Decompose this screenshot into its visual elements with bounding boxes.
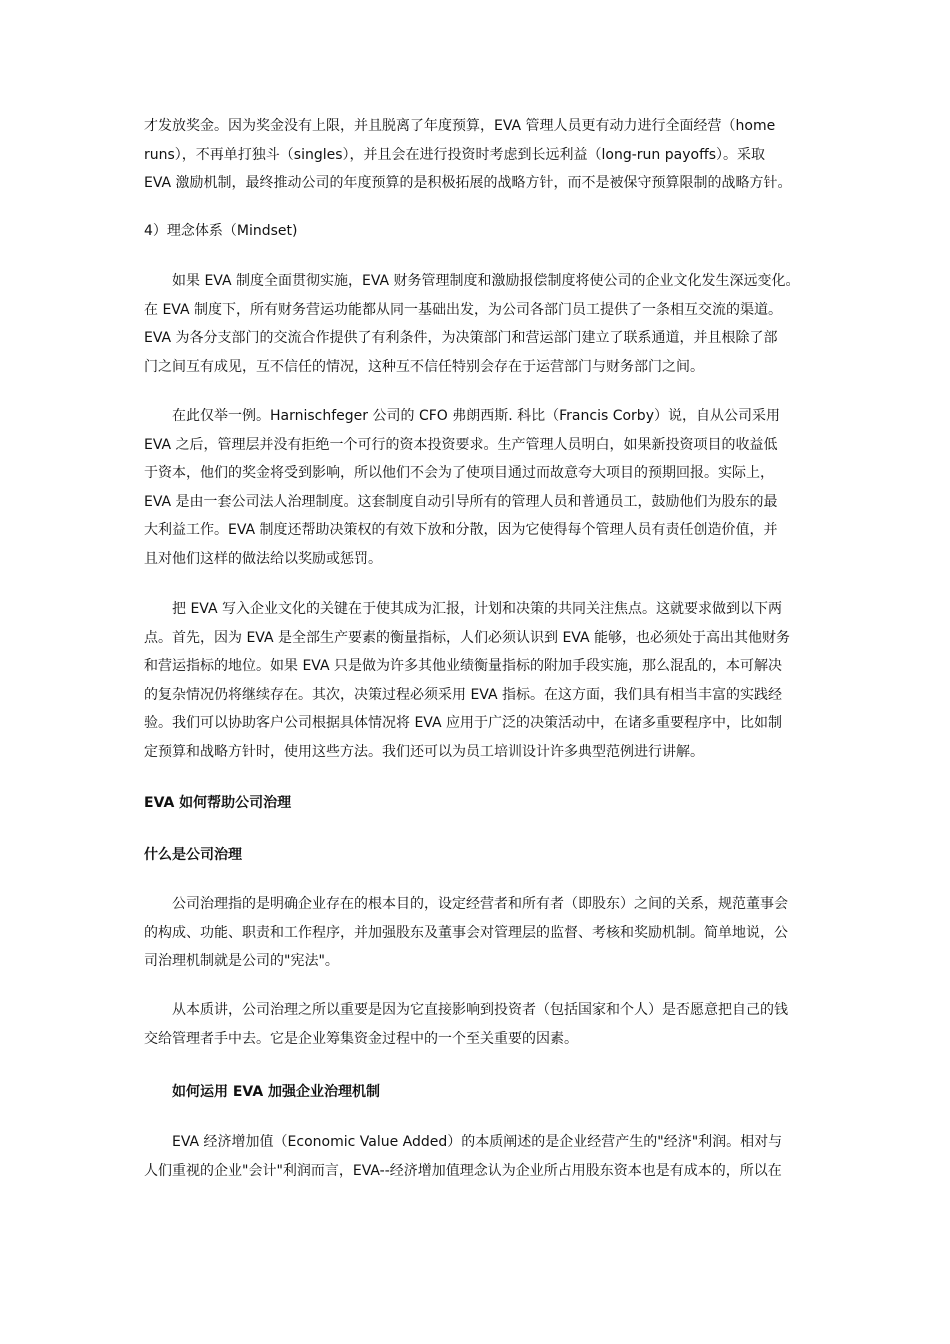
- heading-text: EVA 如何帮助公司治理: [144, 795, 292, 811]
- text-line: 交给管理者手中去。它是企业筹集资金过程中的一个至关重要的因素。: [144, 1030, 578, 1047]
- text-line: EVA 经济增加值（Economic Value Added）的本质阐述的是企业经营产生的"经济"利润。相对与: [172, 1134, 783, 1150]
- text-line: 才发放奖金。因为奖金没有上限，并且脱离了年度预算，EVA 管理人员更有动力进行全面经营（home: [144, 118, 776, 134]
- text-line: EVA 是由一套公司法人治理制度。这套制度自动引导所有的管理人员和普通员工，鼓励他们为股东的最: [144, 493, 778, 510]
- text-line: EVA 激励机制，最终推动公司的年度预算的是积极拓展的战略方针，而不是被保守预算限制的战略方针。: [144, 175, 792, 191]
- text-line: 大利益工作。EVA 制度还帮助决策权的有效下放和分散，因为它使得每个管理人员有责任创造价值，并: [144, 522, 778, 538]
- text-line: 4）理念体系（Mindset): [144, 223, 298, 239]
- text-line: 人们重视的企业"会计"利润而言，EVA--经济增加值理念认为企业所占用股东资本也是有成本的，所以在: [144, 1162, 782, 1179]
- heading-text: 如何运用 EVA 加强企业治理机制: [172, 1084, 381, 1100]
- text-line: 和营运指标的地位。如果 EVA 只是做为许多其他业绩衡量指标的附加手段实施，那么混乱的，本可解决: [144, 658, 783, 674]
- paragraph: [144, 595, 790, 766]
- paragraph: [144, 267, 800, 381]
- text-line: EVA 为各分支部门的交流合作提供了有利条件，为决策部门和营运部门建立了联系通道，并且根除了部: [144, 330, 778, 346]
- text-line: 点。首先，因为 EVA 是全部生产要素的衡量指标，人们必须认识到 EVA 能够，也必须处于高出其他财务: [144, 629, 791, 646]
- text-line: 把 EVA 写入企业文化的关键在于使其成为汇报，计划和决策的共同关注焦点。这就要求做到以下两: [172, 601, 783, 617]
- text-line: 从本质讲，公司治理之所以重要是因为它直接影响到投资者（包括国家和个人）是否愿意把自己的钱: [172, 1002, 788, 1018]
- heading-text: 什么是公司治理: [144, 847, 242, 863]
- section-label: [144, 217, 298, 246]
- text-line: 的构成、功能、职责和工作程序，并加强股东及董事会对管理层的监督、考核和奖励机制。简单地说，公: [144, 924, 788, 941]
- text-line: EVA 之后，管理层并没有拒绝一个可行的资本投资要求。生产管理人员明白，如果新投资项目的收益低: [144, 436, 778, 453]
- text-line: 于资本，他们的奖金将受到影响，所以他们不会为了使项目通过而故意夸大项目的预期回报。实际上，: [144, 465, 774, 481]
- paragraph: [144, 112, 792, 198]
- text-line: 验。我们可以协助客户公司根据具体情况将 EVA 应用于广泛的决策活动中，在诸多重要程序中，比如制: [144, 715, 783, 731]
- paragraph: [144, 402, 780, 573]
- sub-heading: [144, 841, 242, 870]
- text-line: 在此仅举一例。Harnischfeger 公司的 CFO 弗朗西斯. 科比（Francis Corby）说，自从公司采用: [172, 408, 780, 424]
- text-line: 门之间互有成见，互不信任的情况，这种互不信任特别会存在于运营部门与财务部门之间。: [144, 358, 704, 375]
- sub-heading: [144, 1078, 380, 1107]
- text-line: 定预算和战略方针时，使用这些方法。我们还可以为员工培训设计许多典型范例进行讲解。: [144, 743, 704, 760]
- paragraph: [144, 996, 788, 1053]
- text-line: 且对他们这样的做法给以奖励或惩罚。: [144, 550, 382, 567]
- text-line: 公司治理指的是明确企业存在的根本目的，设定经营者和所有者（即股东）之间的关系，规范董事会: [172, 896, 788, 912]
- text-line: 如果 EVA 制度全面贯彻实施，EVA 财务管理制度和激励报偿制度将使公司的企业文化发生深远变化。: [172, 273, 800, 289]
- section-heading: [144, 789, 291, 818]
- text-line: runs），不再单打独斗（singles），并且会在进行投资时考虑到长远利益（long-run payoffs）。采取: [144, 146, 766, 163]
- text-line: 司治理机制就是公司的"宪法"。: [144, 953, 339, 969]
- paragraph: [144, 890, 788, 976]
- text-line: 的复杂情况仍将继续存在。其次，决策过程必须采用 EVA 指标。在这方面，我们具有相当丰富的实践经: [144, 686, 783, 703]
- paragraph: [144, 1128, 782, 1185]
- text-line: 在 EVA 制度下，所有财务营运功能都从同一基础出发，为公司各部门员工提供了一条相互交流的渠道。: [144, 301, 783, 318]
